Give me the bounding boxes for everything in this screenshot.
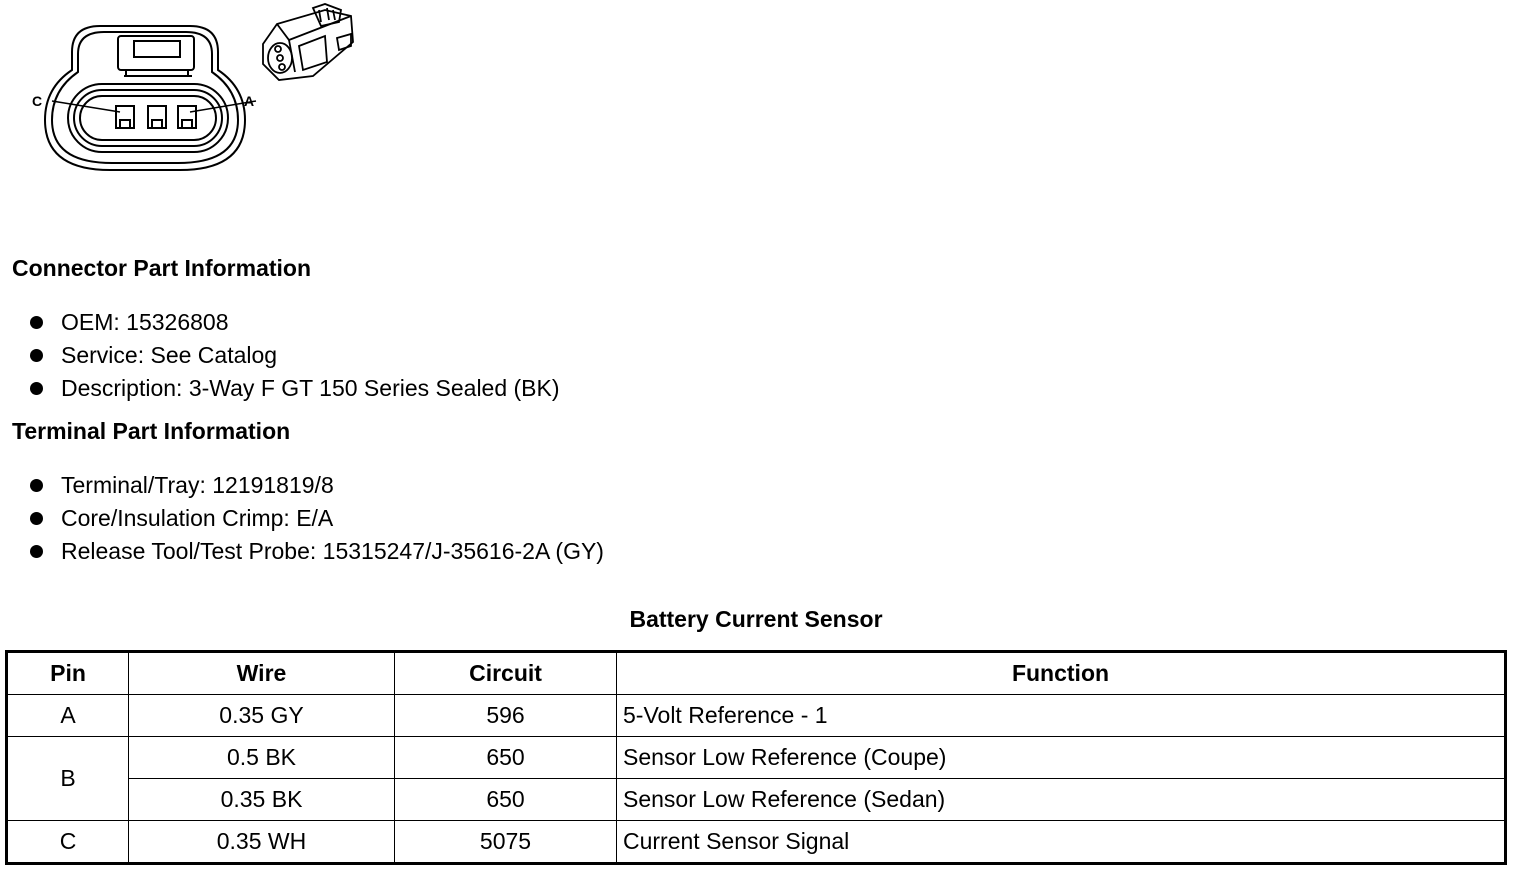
list-item: Release Tool/Test Probe: 15315247/J-35616-2A (GY) [28, 535, 604, 568]
terminal-part-info-list [28, 469, 604, 568]
table-row [7, 695, 1506, 737]
circuit-cell: 650 [395, 737, 617, 779]
list-item: Terminal/Tray: 12191819/8 [28, 469, 604, 502]
table-header-row [7, 652, 1506, 695]
function-cell: 5-Volt Reference - 1 [617, 695, 1506, 737]
pin-cell: C [7, 821, 129, 864]
pin-c-label: C [32, 93, 43, 109]
table-row [7, 821, 1506, 864]
list-item: OEM: 15326808 [28, 306, 560, 339]
header-function: Function [617, 652, 1506, 695]
bullet-icon [30, 545, 43, 558]
connector-part-info-heading: Connector Part Information [12, 255, 312, 281]
header-pin: Pin [7, 652, 129, 695]
table-row [7, 737, 1506, 779]
bullet-icon [30, 349, 43, 362]
bullet-icon [30, 512, 43, 525]
list-item: Description: 3-Way F GT 150 Series Sealed (BK) [28, 372, 560, 405]
circuit-cell: 5075 [395, 821, 617, 864]
list-item: Service: See Catalog [28, 339, 560, 372]
bullet-icon [30, 382, 43, 395]
header-circuit: Circuit [395, 652, 617, 695]
wire-cell: 0.35 BK [129, 779, 395, 821]
table-title: Battery Current Sensor [629, 606, 883, 632]
pin-table [5, 650, 1507, 865]
bullet-icon [30, 479, 43, 492]
list-item: Core/Insulation Crimp: E/A [28, 502, 604, 535]
bullet-icon [30, 316, 43, 329]
circuit-cell: 596 [395, 695, 617, 737]
function-cell: Current Sensor Signal [617, 821, 1506, 864]
function-cell: Sensor Low Reference (Coupe) [617, 737, 1506, 779]
connector-face-diagram [30, 8, 260, 180]
pin-cell: B [7, 737, 129, 821]
wire-cell: 0.35 GY [129, 695, 395, 737]
table-row [7, 779, 1506, 821]
pin-a-label: A [244, 93, 255, 109]
pin-cell: A [7, 695, 129, 737]
circuit-cell: 650 [395, 779, 617, 821]
header-wire: Wire [129, 652, 395, 695]
wire-cell: 0.35 WH [129, 821, 395, 864]
terminal-part-info-heading: Terminal Part Information [12, 418, 291, 444]
function-cell: Sensor Low Reference (Sedan) [617, 779, 1506, 821]
connector-part-info-list [28, 306, 560, 405]
wire-cell: 0.5 BK [129, 737, 395, 779]
connector-isometric-view [255, 2, 360, 87]
